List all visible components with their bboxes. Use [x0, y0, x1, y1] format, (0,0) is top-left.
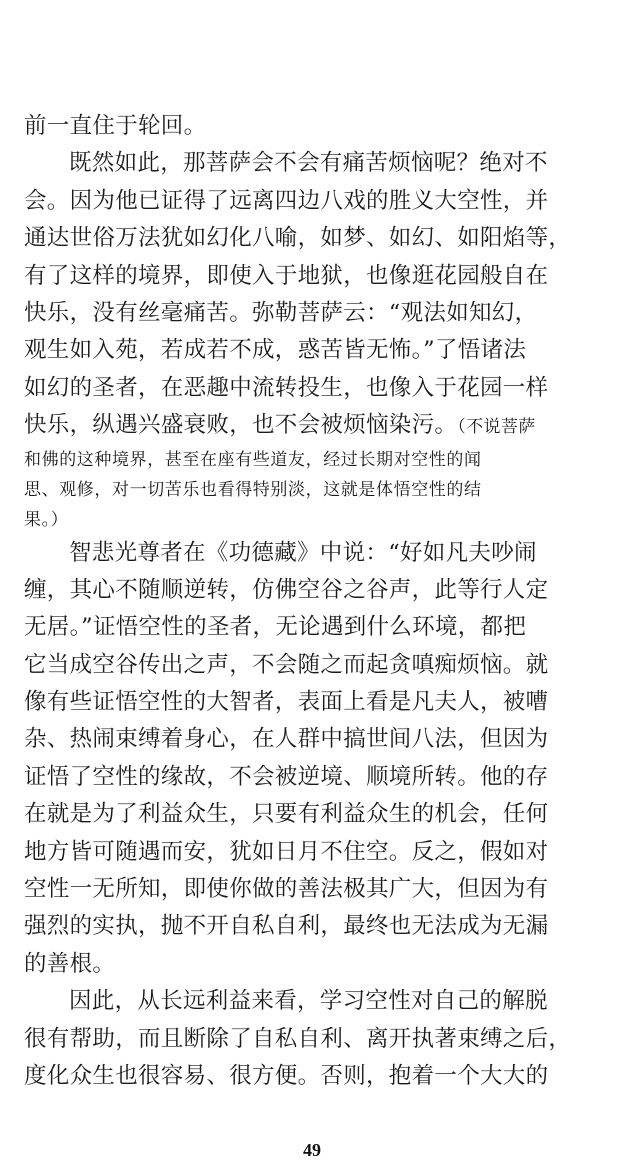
text-line: 既然如此，那菩萨会不会有痛苦烦恼呢？绝对不 — [69, 150, 548, 177]
text-segment: 快乐，纵遇兴盛衰败，也不会被烦恼染污。 — [24, 412, 458, 439]
text-line: 度化众生也很容易、很方便。否则，抱着一个大大的 — [24, 1062, 549, 1089]
text-line: 在就是为了利益众生，只要有利益众生的机会，任何 — [24, 801, 549, 828]
text-line: 观生如入苑，若成若不成，惑苦皆无怖。”了悟诸法 — [24, 337, 527, 364]
text-line: 智悲光尊者在《功德藏》中说：“好如凡夫吵闹 — [69, 539, 537, 566]
text-line: 很有帮助，而且断除了自私自利、离开执著束缚之后， — [24, 1025, 572, 1052]
text-line — [24, 407, 608, 444]
text-line: 空性一无所知，即使你做的善法极其广大，但因为有 — [24, 876, 549, 903]
text-line: 缠，其心不随顺逆转，仿佛空谷之谷声，此等行人定 — [24, 576, 549, 603]
text-line: 会。因为他已证得了远离四边八戏的胜义大空性，并 — [24, 187, 549, 214]
text-line: 像有些证悟空性的大智者，表面上看是凡夫人，被嘈 — [24, 689, 549, 716]
text-line: 有了这样的境界，即使入于地狱，也像逛花园般自在 — [24, 262, 549, 289]
body-text — [24, 108, 608, 1095]
text-line: 的善根。 — [24, 950, 116, 977]
text-line: 强烈的实执，抛不开自私自利，最终也无法成为无漏 — [24, 913, 549, 940]
text-line: 杂、热闹束缚着身心，在人群中搞世间八法，但因为 — [24, 726, 549, 753]
text-line: 证悟了空性的缘故，不会被逆境、顺境所转。他的存 — [24, 763, 549, 790]
text-line: 地方皆可随遇而安，犹如日月不住空。反之，假如对 — [24, 838, 549, 865]
text-line: 因此，从长远利益来看，学习空性对自己的解脱 — [69, 988, 548, 1015]
text-line: 如幻的圣者，在恶趣中流转投生，也像入于花园一样 — [24, 374, 549, 401]
text-line: 前一直住于轮回。 — [24, 113, 207, 139]
text-line: 快乐，没有丝毫痛苦。弥勒菩萨云：“观法如知幻， — [24, 299, 538, 326]
note-segment: （不说菩萨 — [457, 417, 536, 438]
text-line: 无居。”证悟空性的圣者，无论遇到什么环境，都把 — [24, 614, 527, 641]
page-number: 49 — [303, 1140, 321, 1160]
text-line: 它当成空谷传出之声，不会随之而起贪嗔痴烦恼。就 — [24, 651, 549, 678]
note-line: 思、观修，对一切苦乐也看得特别淡，这就是体悟空性的结 — [24, 479, 482, 500]
note-line: 和佛的这种境界，甚至在座有些道友，经过长期对空性的闻 — [24, 449, 482, 470]
note-line: 果。） — [24, 509, 69, 530]
text-line: 通达世俗万法犹如幻化八喻，如梦、如幻、如阳焰等， — [24, 225, 572, 252]
